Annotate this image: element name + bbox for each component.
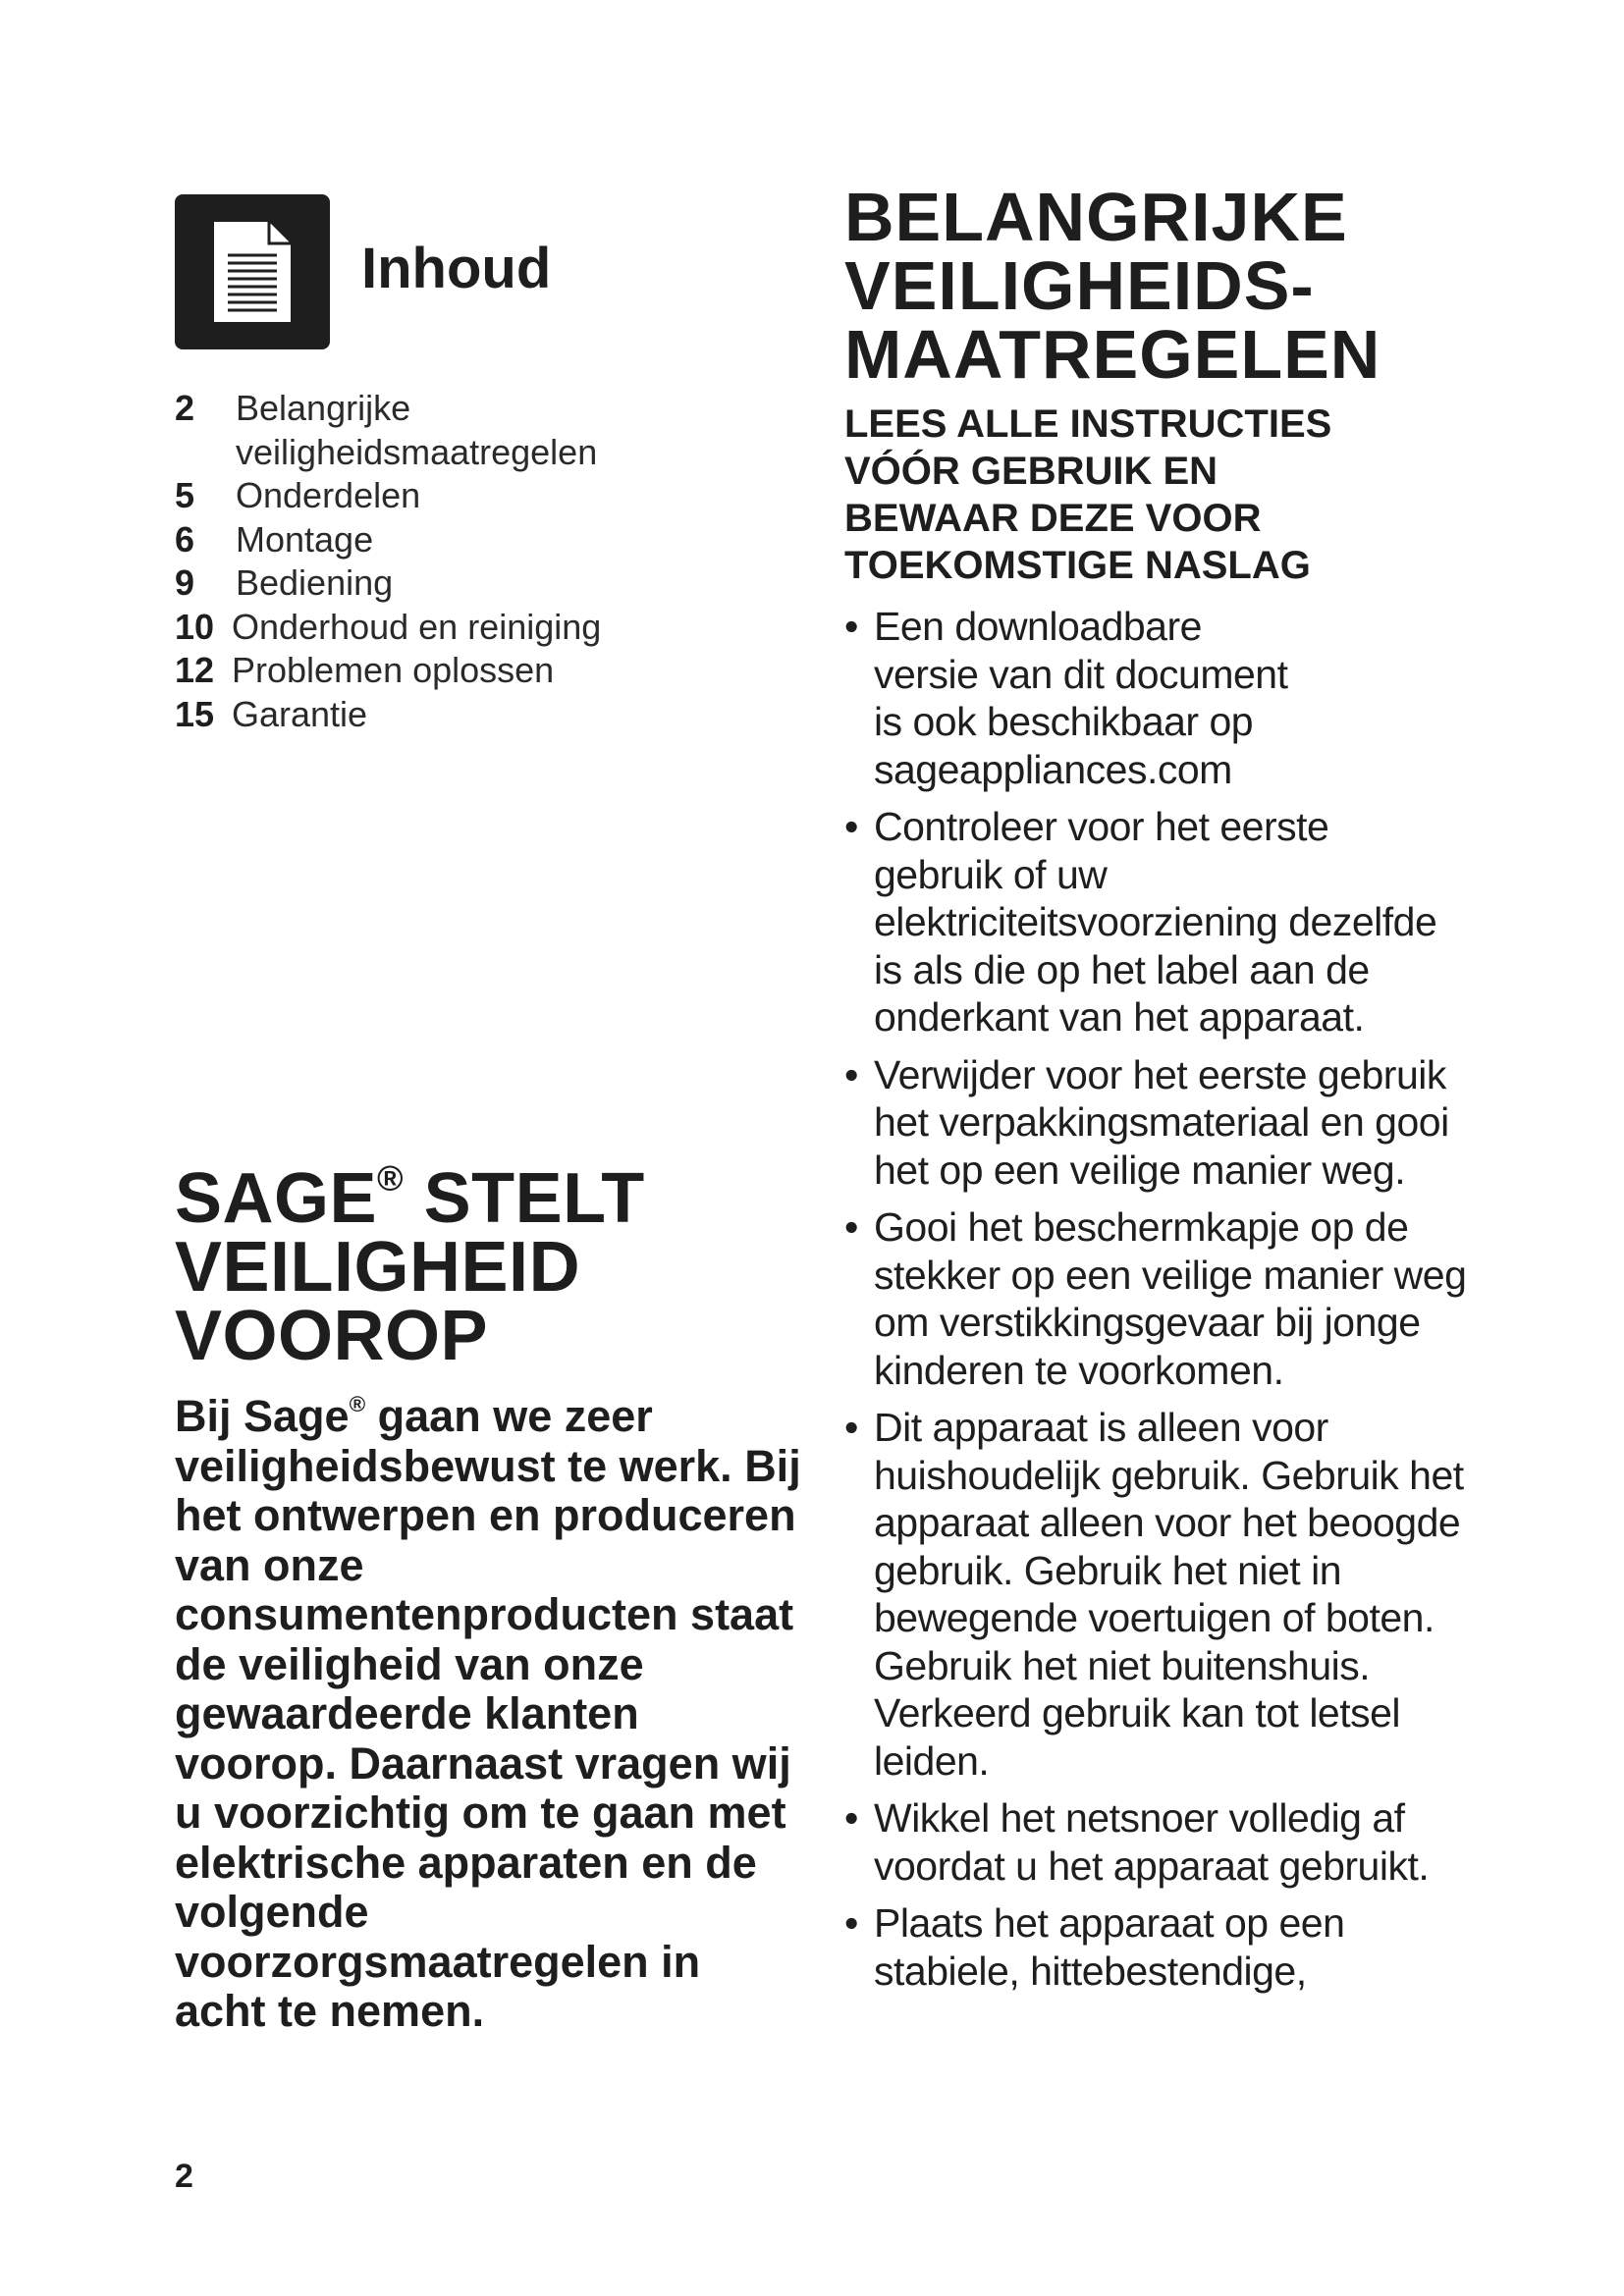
toc-page-number: 12	[175, 650, 215, 690]
safety-bullet: • Een downloadbare versie van dit document is ook beschikbaar op sageappliances.com	[844, 603, 1306, 793]
subtitle-line: TOEKOMSTIGE NASLAG	[844, 544, 1311, 587]
toc-label: Garantie	[232, 693, 368, 734]
safety-heading-part2: VEILIGHEID	[175, 1228, 581, 1307]
toc-page-number: 9	[175, 562, 195, 603]
safety-bullet: • Plaats het apparaat op een stabiele, hittebestendige,	[844, 1899, 1384, 1995]
contents-list	[175, 387, 803, 736]
safety-bullet: • Verwijder voor het eerste gebruik het verpakkingsmateriaal en gooi het op een veilige manier weg.	[844, 1051, 1473, 1195]
safety-heading-brand: SAGE	[175, 1159, 378, 1238]
document-icon	[175, 194, 330, 349]
toc-item[interactable]	[175, 693, 803, 737]
toc-label: Bediening	[236, 562, 394, 603]
subtitle-line: BEWAAR DEZE VOOR	[844, 497, 1262, 540]
title-line: MAATREGELEN	[844, 316, 1381, 393]
subtitle-line: LEES ALLE INSTRUCTIES	[844, 402, 1332, 446]
safety-heading	[175, 1157, 645, 1375]
title-line: VEILIGHEIDS-	[844, 247, 1315, 324]
left-column	[175, 192, 803, 2036]
toc-label: Montage	[236, 518, 374, 560]
page-number: 2	[175, 2158, 193, 2195]
read-instructions-subtitle	[844, 400, 1473, 589]
toc-label: Belangrijke veiligheidsmaatregelen	[236, 388, 598, 472]
safety-intro-brand: Bij Sage	[175, 1391, 350, 1441]
safety-bullet: • Gooi het beschermkapje op de stekker op een veilige manier weg om verstikkingsgevaar bij jonge kinderen te voorkomen.	[844, 1203, 1483, 1394]
toc-page-number: 10	[175, 606, 215, 647]
toc-label: Onderdelen	[236, 475, 421, 515]
toc-page-number: 5	[175, 475, 195, 515]
safety-bullet-list	[844, 603, 1473, 1995]
toc-item[interactable]	[175, 649, 803, 693]
toc-page-number: 2	[175, 388, 195, 428]
right-column	[844, 179, 1473, 2004]
toc-item[interactable]	[175, 561, 803, 606]
important-safeguards-title	[844, 179, 1473, 393]
registered-mark: ®	[349, 1391, 366, 1416]
toc-page-number: 6	[175, 518, 195, 560]
subtitle-line: VÓÓR GEBRUIK EN	[844, 450, 1218, 493]
toc-item[interactable]	[175, 518, 803, 562]
safety-heading-part3: VOOROP	[175, 1297, 489, 1375]
toc-page-number: 15	[175, 693, 215, 734]
safety-heading-part1: STELT	[404, 1159, 645, 1238]
safety-bullet: • Wikkel het netsnoer volledig af voordat u het apparaat gebruikt.	[844, 1794, 1492, 1890]
contents-header	[175, 192, 803, 351]
safety-intro-text: gaan we zeer veiligheidsbewust te werk. Bij het ontwerpen en produceren van onze consumentenproducten staat de veiligheid van onze gewaardeerde klanten voorop. Daarnaast vragen wij u voorzichtig om te gaan met elektrische apparaten en de volgende voorzorgsmaatregelen in acht te nemen.	[175, 1391, 801, 2036]
registered-mark: ®	[377, 1157, 405, 1199]
contents-title: Inhoud	[361, 236, 552, 300]
toc-label: Onderhoud en reiniging	[232, 606, 602, 647]
toc-label: Problemen oplossen	[232, 650, 555, 690]
title-line: BELANGRIJKE	[844, 179, 1348, 255]
toc-item[interactable]	[175, 474, 803, 518]
toc-item[interactable]	[175, 387, 803, 474]
toc-item[interactable]	[175, 606, 803, 650]
safety-intro	[175, 1392, 803, 2037]
safety-bullet: • Dit apparaat is alleen voor huishoudelijk gebruik. Gebruik het apparaat alleen voor het beoogde gebruik. Gebruik het niet in bewegende voertuigen of boten. Gebruik het niet buitenshuis. Verkeerd gebruik kan tot letsel leiden.	[844, 1404, 1473, 1785]
safety-bullet: • Controleer voor het eerste gebruik of uw elektriciteitsvoorziening dezelfde is als die op het label aan de onderkant van het apparaat.	[844, 803, 1463, 1041]
